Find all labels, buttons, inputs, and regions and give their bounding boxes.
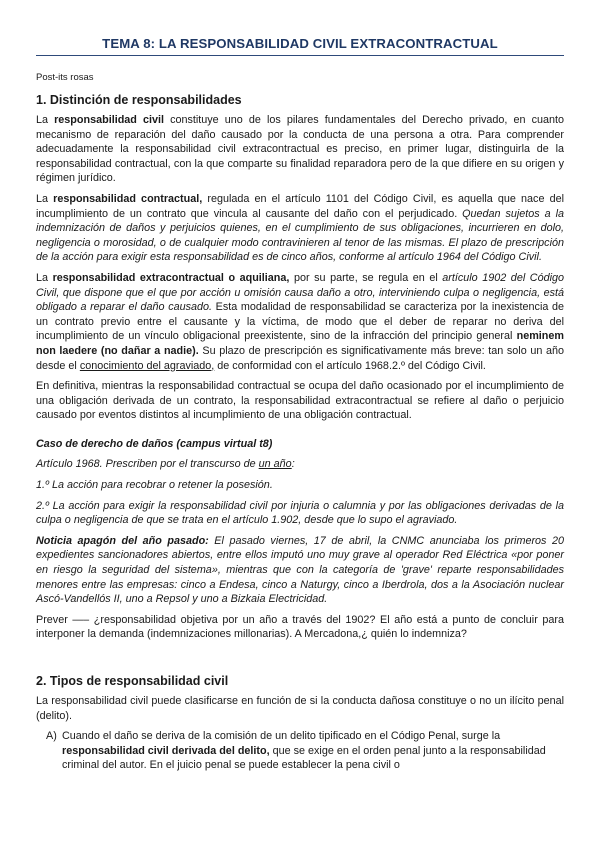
text-run: :: [291, 458, 295, 471]
bold-term: neminem non laedere (no dañar a nadie).: [36, 330, 564, 357]
page-title: TEMA 8: LA RESPONSABILIDAD CIVIL EXTRACONTRACTUAL: [36, 36, 564, 56]
list-marker: A): [46, 730, 57, 743]
paragraph-responsabilidad-extracontractual: [36, 271, 564, 373]
articulo-item-2: 2.º La acción para exigir la responsabilidad civil por injuria o calumnia y por las obligaciones derivadas de la culpa o negligencia de que se trata en el artículo 1.902, desde que lo supo el agraviado.: [36, 499, 564, 527]
underlined-term: conocimiento del agraviado,: [79, 359, 215, 372]
text-run: que se exige en el orden penal junto a la responsabilidad criminal del autor. En el juicio penal se puede establecer la pena civil o: [62, 744, 546, 772]
bold-term: Noticia apagón del año pasado:: [36, 534, 209, 547]
bold-term: responsabilidad contractual,: [53, 192, 203, 205]
italic-quote: artículo 1902 del Código Civil, que dispone que el que por acción u omisión causa daño a otro, interviniendo culpa o negligencia, está obligado a reparar el daño causado.: [36, 271, 564, 314]
section-1-heading: 1. Distinción de responsabilidades: [36, 93, 242, 107]
noticia-apagon: [36, 534, 564, 607]
paragraph-en-definitiva: En definitiva, mientras la responsabilidad contractual se ocupa del daño ocasionado por el incumplimiento de una obligación derivada de un contrato, la responsabilidad extracontractual se refiere al daño o perjuicio causado por eventos distintos al incumplimiento de una obligación contractual.: [36, 380, 564, 422]
text-run: Cuando el daño se deriva de la comisión de un delito tipificado en el Código Penal, surge la: [62, 730, 501, 743]
text-run: La: [36, 192, 54, 205]
bold-term: responsabilidad civil: [54, 114, 164, 126]
document-content: [36, 72, 564, 773]
text-run: constituye uno de los pilares fundamentales del Derecho privado, en cuanto mecanismo de reparación del daño causado por la conducta de una persona a otra. Para comprender adecuadamente la responsabilidad civil extracontractual es preciso, en primer lugar, distinguirla de la responsabilidad contractual, con la que comparte su finalidad reparadora pero de la que difiere en su origen y régimen jurídico.: [36, 114, 564, 185]
articulo-item-1: 1.º La acción para recobrar o retener la posesión.: [36, 479, 273, 492]
paragraph-responsabilidad-civil: [36, 113, 564, 186]
text-run: La: [36, 114, 55, 126]
list-item-text: [62, 729, 564, 773]
paragraph-responsabilidad-contractual: [36, 192, 564, 265]
prever-note: Prever —– ¿responsabilidad objetiva por un año a través del 1902? El año está a punto de concluir para interponer la demanda (indemnizaciones millonarias). A Mercadona,¿ quién lo indemniza?: [36, 613, 564, 641]
text-run: Su plazo de prescripción es significativamente más breve: tan solo un año desde el: [36, 344, 564, 372]
italic-quote: Quedan sujetos a la indemnización de daños y perjuicios quienes, en el cumplimiento de sus obligaciones, incurrieren en dolo, negligencia o morosidad, o de cualquier modo contravinieren al tenor de las mismas. El plazo de prescripción de la acción para exigir esta responsabilidad es de cinco años, conforme al artículo 1964 del Código Civil.: [36, 207, 564, 264]
text-run: El pasado viernes, 17 de abril, la CNMC anunciaba los primeros 20 expedientes sancionadores abiertos, entre ellos imputó uno muy grave al operador Red Eléctrica «por poner en riesgo la seguridad del sistema», mientras que con la categoría de 'grave' reparte responsabilidades menores entre las empresas: cinco a Endesa, cinco a Naturgy, cinco a Iberdrola, dos a la Asociación nuclear Ascó-Vandellós II, uno a Repsol y uno a Bizkaia Electricidad.: [36, 534, 564, 606]
text-run: por su parte, se regula en el: [289, 271, 443, 284]
bold-term: responsabilidad civil derivada del delito,: [62, 744, 270, 757]
caso-title-text: Caso de derecho de daños (campus virtual t8): [36, 437, 273, 450]
section-2-heading: 2. Tipos de responsabilidad civil: [36, 674, 229, 688]
text-run: regulada en el artículo 1101 del Código Civil, es aquella que nace del incumplimiento de un contrato que vincula al causante del daño con el perjudicado.: [36, 192, 564, 220]
text-run: Esta modalidad de responsabilidad se caracteriza por la inexistencia de un contrato previo entre el causante y la víctima, de modo que el deber de reparar no deriva del incumplimiento de un vínculo obligacional preexistente, sino de la infracción del principio general: [36, 301, 564, 343]
caso-title: [36, 437, 564, 452]
text-run: Artículo 1968. Prescriben por el transcurso de: [36, 458, 259, 471]
text-run: La: [36, 271, 53, 284]
bold-term: responsabilidad extracontractual o aquiliana,: [52, 271, 290, 284]
postits-label: Post-its rosas: [36, 72, 94, 83]
text-run: de conformidad con el artículo 1968.2.º del Código Civil.: [214, 359, 486, 372]
underlined-term: un año: [258, 458, 292, 471]
list-item-a: [36, 729, 564, 773]
spacer: [36, 648, 564, 674]
articulo-1968: [36, 457, 564, 472]
paragraph-tipos: La responsabilidad civil puede clasificarse en función de si la conducta dañosa constituye o no un ilícito penal (delito).: [36, 695, 564, 722]
